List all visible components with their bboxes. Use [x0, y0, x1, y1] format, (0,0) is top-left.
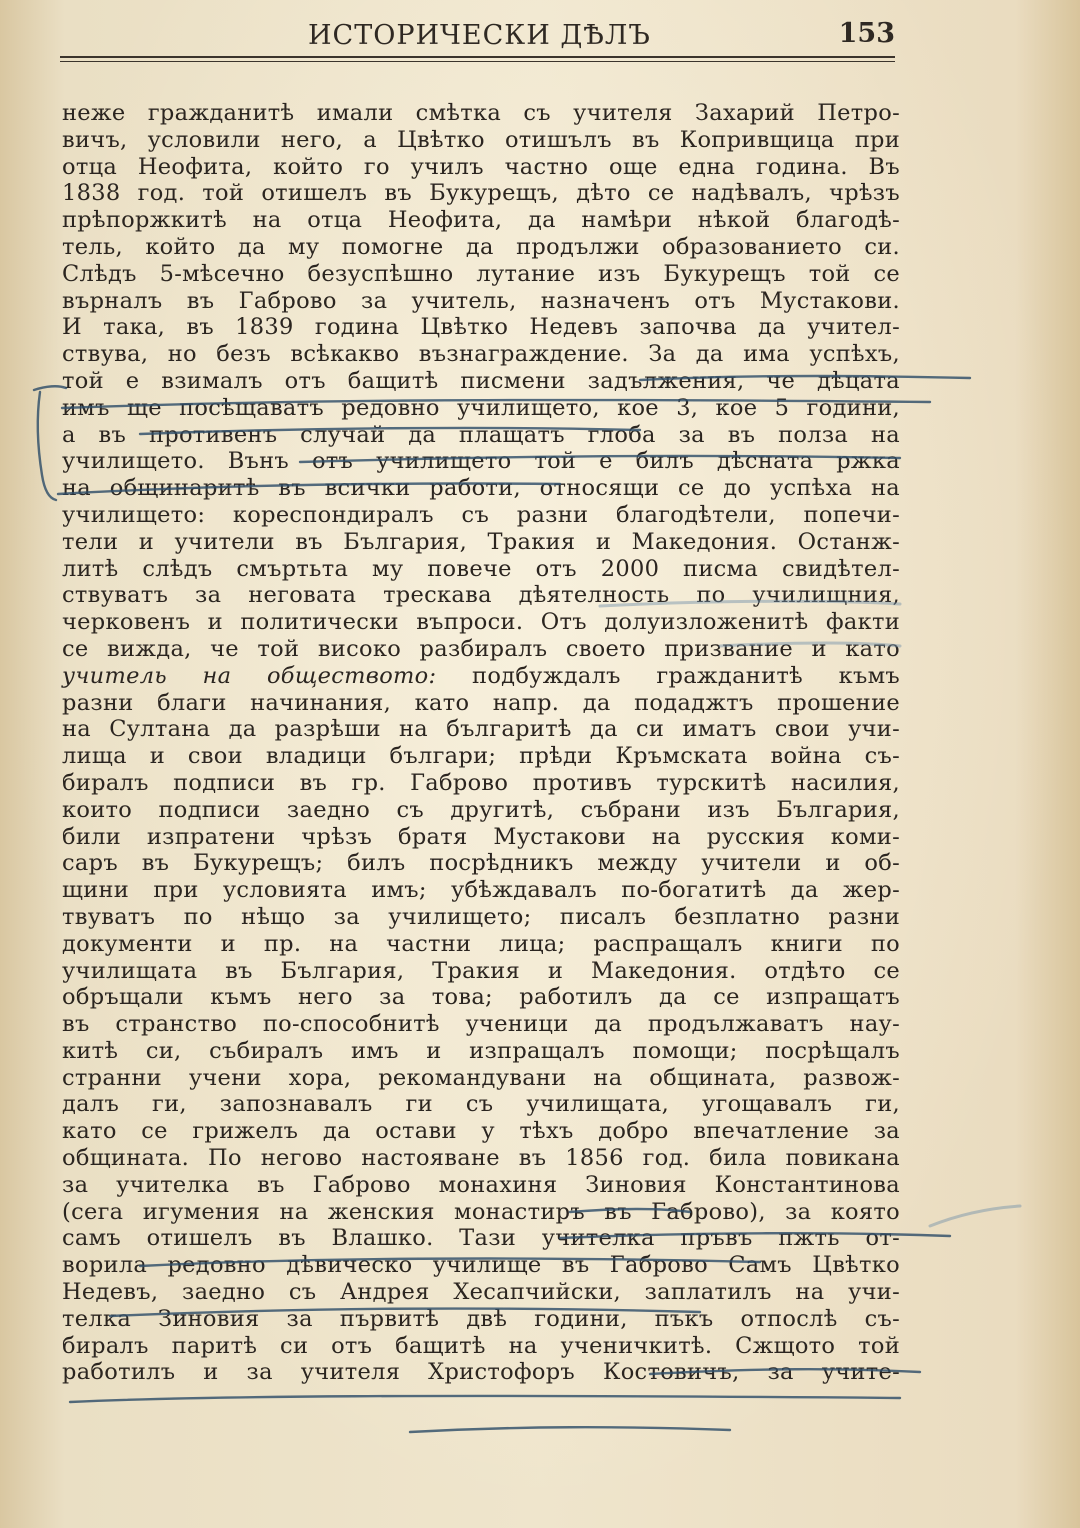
text-line: работилъ и за учителя Христофоръ Костовичъ, за учите- [62, 1359, 900, 1386]
text-line: биралъ паритѣ си отъ бащитѣ на ученичкитѣ. Сжщото той [62, 1332, 900, 1359]
text-line: самъ отишелъ въ Влашко. Тази учителка пръвъ пжть от- [62, 1225, 900, 1252]
running-title: ИСТОРИЧЕСКИ ДѢЛЪ [308, 20, 651, 51]
text-line: лища и свои владици българи; прѣди Кръмската война съ- [62, 743, 900, 770]
text-line: телка Зиновия за първитѣ двѣ години, пъкъ отпослѣ съ- [62, 1305, 900, 1332]
text-line: ствуватъ за неговата трескава дѣятелность по училищния, [62, 582, 900, 609]
text-line: далъ ги, запознавалъ ги съ училищата, угощавалъ ги, [62, 1091, 900, 1118]
text-line-italic-phrase [62, 663, 900, 690]
text-line: Недевъ, заедно съ Андрея Хесапчийски, заплатилъ на учи- [62, 1279, 900, 1306]
text-line: на Султана да разрѣши на българитѣ да си иматъ свои учи- [62, 716, 900, 743]
underline-mark [70, 1396, 900, 1402]
text-line: общината. По негово настояване въ 1856 год. била повикана [62, 1145, 900, 1172]
italic-phrase: учитель на обществото: [62, 662, 437, 689]
text-line: Слѣдъ 5-мѣсечно безуспѣшно лутание изъ Букурещъ той се [62, 260, 900, 287]
text-line: твуватъ по нѣщо за училището; писалъ безплатно разни [62, 903, 900, 930]
underline-mark [410, 1427, 730, 1432]
text-line: въ странство по-способнитѣ ученици да продължаватъ нау- [62, 1011, 900, 1038]
text-line: документи и пр. на частни лица; распращалъ книги по [62, 930, 900, 957]
text-line: странни учени хора, рекомандувани на общината, развож- [62, 1064, 900, 1091]
text-line: той е взималъ отъ бащитѣ писмени задължения, че дѣцата [62, 367, 900, 394]
text-line: имъ ще посѣщаватъ редовно училището, кое 3, кое 5 години, [62, 394, 900, 421]
text-line: били изпратени чрѣзъ братя Мустакови на русския коми- [62, 823, 900, 850]
text-line: саръ въ Букурещъ; билъ посрѣдникъ между учители и об- [62, 850, 900, 877]
text-line: щини при условията имъ; убѣждавалъ по-богатитѣ да жер- [62, 877, 900, 904]
faint-ink-mark [930, 1206, 1020, 1226]
text-line: отца Неофита, който го училъ частно още една година. Въ [62, 153, 900, 180]
text-line: (сега игумения на женския монастиръ въ Габрово), за която [62, 1198, 900, 1225]
page-header [60, 14, 895, 54]
text-line: 1838 год. той отишелъ въ Букурещъ, дѣто се надѣвалъ, чрѣзъ [62, 180, 900, 207]
italic-line-rest: подбуждалъ гражданитѣ къмъ [472, 662, 901, 689]
text-line: прѣпоржкитѣ на отца Неофита, да намѣри нѣкой благодѣ- [62, 207, 900, 234]
text-line: върналъ въ Габрово за учитель, назначенъ отъ Мустакови. [62, 287, 900, 314]
text-line: обръщали къмъ него за това; работилъ да се изпращатъ [62, 984, 900, 1011]
text-line: които подписи заедно съ другитѣ, събрани изъ България, [62, 796, 900, 823]
text-line: училището. Вънъ отъ училището той е билъ дѣсната ржка [62, 448, 900, 475]
text-line: ворила редовно дѣвическо училище въ Габрово Самъ Цвѣтко [62, 1252, 900, 1279]
text-line: биралъ подписи въ гр. Габрово противъ турскитѣ насилия, [62, 769, 900, 796]
margin-bracket-mark [38, 392, 56, 500]
text-line: училището: кореспондиралъ съ разни благодѣтели, попечи- [62, 501, 900, 528]
header-rule [60, 56, 895, 58]
text-line: училищата въ България, Тракия и Македония. отдѣто се [62, 957, 900, 984]
text-line: за учителка въ Габрово монахиня Зиновия Константинова [62, 1171, 900, 1198]
text-line: литѣ слѣдъ смъртьта му повече отъ 2000 писма свидѣтел- [62, 555, 900, 582]
text-line: неже гражданитѣ имали смѣтка съ учителя Захарий Петро- [62, 100, 900, 126]
text-line: черковенъ и политически въпроси. Отъ долуизложенитѣ факти [62, 609, 900, 636]
text-line: ствува, но безъ всѣкакво възнаграждение. За да има успѣхъ, [62, 341, 900, 368]
body-text [62, 100, 900, 1386]
text-line: тель, който да му помогне да продължи образованието си. [62, 233, 900, 260]
page-number: 153 [838, 18, 895, 49]
text-line: се вижда, че той високо разбиралъ своето призвание и като [62, 635, 900, 662]
text-line: вичъ, условили него, а Цвѣтко отишълъ въ Копривщица при [62, 126, 900, 153]
text-line: като се грижелъ да остави у тѣхъ добро впечатление за [62, 1118, 900, 1145]
text-line: тели и учители въ България, Тракия и Македония. Останж- [62, 528, 900, 555]
text-line: И така, въ 1839 година Цвѣтко Недевъ започва да учител- [62, 314, 900, 341]
text-line: на общинаритѣ въ всички работи, относящи се до успѣха на [62, 475, 900, 502]
header-rule-thin [60, 61, 895, 62]
text-line: а въ противенъ случай да плащатъ глоба за въ полза на [62, 421, 900, 448]
text-line: китѣ си, събиралъ имъ и изпращалъ помощи; посрѣщалъ [62, 1037, 900, 1064]
text-line: разни благи начинания, като напр. да подаджтъ прошение [62, 689, 900, 716]
